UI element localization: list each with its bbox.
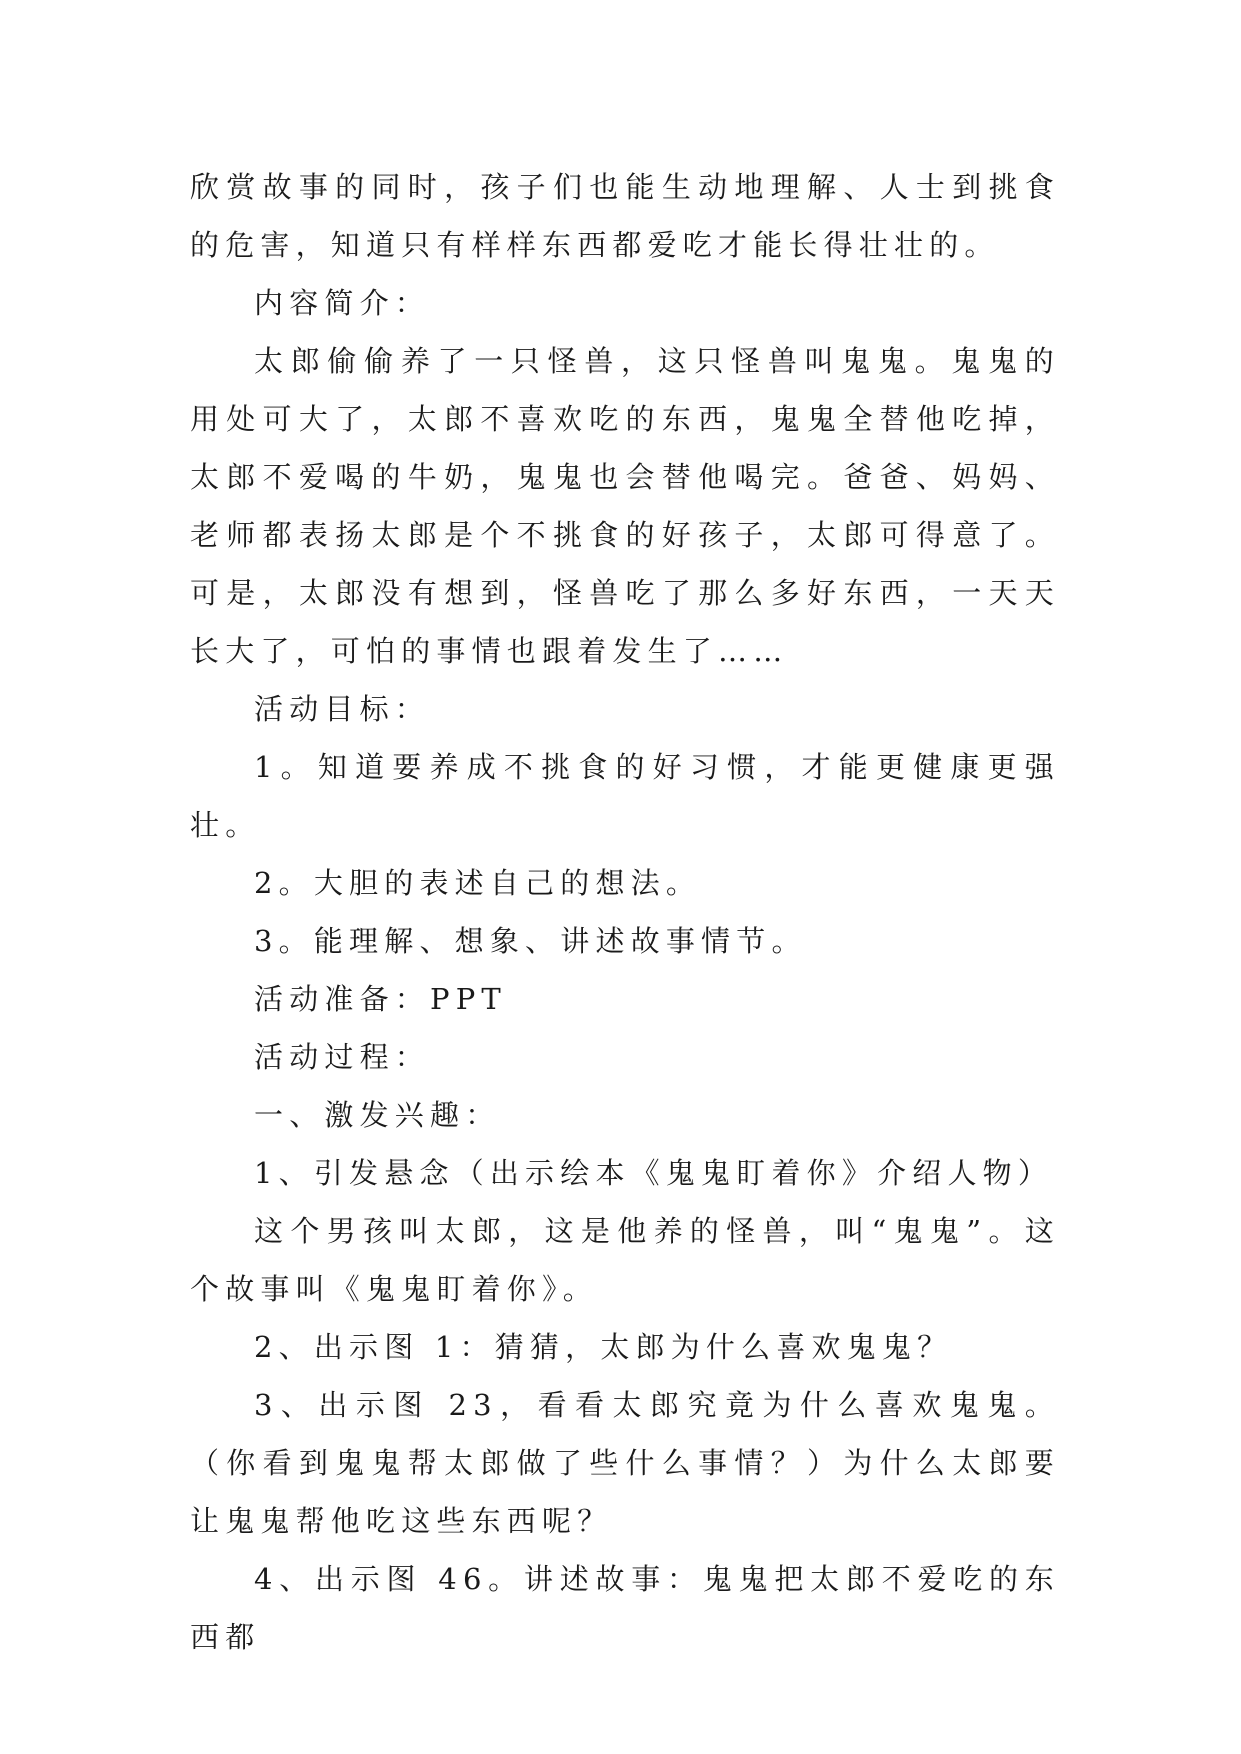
step-1-description: 这个男孩叫太郎，这是他养的怪兽，叫“鬼鬼”。这个故事叫《鬼鬼盯着你》。 <box>190 1214 1060 1306</box>
goal-item-1: 1。知道要养成不挑食的好习惯，才能更健康更强壮。 <box>190 750 1060 842</box>
step-4: 4、出示图 46。讲述故事：鬼鬼把太郎不爱吃的东西都 <box>190 1562 1060 1654</box>
paragraph-story-summary: 太郎偷偷养了一只怪兽，这只怪兽叫鬼鬼。鬼鬼的用处可大了，太郎不喜欢吃的东西，鬼鬼全替他吃掉，太郎不爱喝的牛奶，鬼鬼也会替他喝完。爸爸、妈妈、老师都表扬太郎是个不挑食的好孩子，太郎可得意了。可是，太郎没有想到，怪兽吃了那么多好东西，一天天长大了，可怕的事情也跟着发生了…… <box>190 344 1060 668</box>
activity-preparation: 活动准备：PPT <box>254 982 507 1016</box>
goal-item-3: 3。能理解、想象、讲述故事情节。 <box>254 924 807 958</box>
heading-activity-goals: 活动目标： <box>254 692 431 726</box>
goal-item-2: 2。大胆的表述自己的想法。 <box>254 866 702 900</box>
document-body <box>190 158 1060 1666</box>
step-2: 2、出示图 1：猜猜，太郎为什么喜欢鬼鬼？ <box>254 1330 953 1364</box>
heading-activity-process: 活动过程： <box>254 1040 431 1074</box>
section-heading-spark-interest: 一、激发兴趣： <box>254 1098 501 1132</box>
step-3: 3、出示图 23，看看太郎究竟为什么喜欢鬼鬼。（你看到鬼鬼帮太郎做了些什么事情？）为什么太郎要让鬼鬼帮他吃这些东西呢？ <box>190 1388 1060 1538</box>
paragraph-intro-continuation: 欣赏故事的同时，孩子们也能生动地理解、人士到挑食的危害，知道只有样样东西都爱吃才能长得壮壮的。 <box>190 170 1060 262</box>
step-1: 1、引发悬念（出示绘本《鬼鬼盯着你》介绍人物） <box>254 1156 1054 1190</box>
heading-content-summary: 内容简介： <box>254 286 431 320</box>
